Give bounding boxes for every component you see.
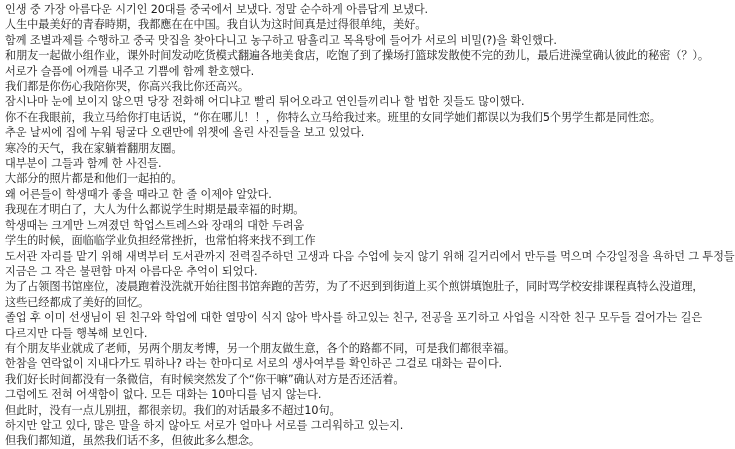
- text-line-chinese: 大部分的照片都是和他们一起拍的。: [5, 172, 183, 186]
- text-line-chinese: 这些已经都成了美好的回忆。: [5, 295, 150, 309]
- text-line-korean: 인생 중 가장 아름다운 시기인 20대를 중국에서 보냈다. 정말 순수하게 아름답게 보냈다.: [5, 3, 429, 16]
- text-line-chinese: 我现在才明白了，大人为什么都说学生时期是最幸福的时期。: [5, 203, 305, 217]
- text-line-chinese: 我们好长时间都没有一条微信，有时候突然发了个“你干嘛”确认对方是否还活着。: [5, 372, 405, 386]
- text-line-chinese: 和朋友一起做小组作业，课外时间发动吃货模式翻遍各地美食店，吃饱了到了操场打篮球发散使不完的劲儿，最后进澡堂确认彼此的秘密（？）。: [5, 49, 710, 63]
- text-line-chinese: 人生中最美好的青春時期，我都應在在中国。我自认为这时间真是过得很单纯，美好。: [5, 18, 427, 32]
- text-line-korean: 잠시나마 눈에 보이지 않으면 당장 전화해 어디냐고 빨리 튀어오라고 연인들끼리나 할 법한 짓들도 많이했다.: [5, 95, 525, 109]
- text-line-chinese: 但此时，没有一点儿别扭，都很亲切。我们的对话最多不超过10句。: [5, 403, 341, 417]
- text-line-korean: 대부분이 그들과 함께 한 사진들.: [5, 157, 162, 171]
- text-line-korean: 도서관 자리를 맡기 위해 새벽부터 도서관까지 전력질주하던 고생과 다음 수업에 늦지 않기 위해 길거리에서 만두를 먹으며 수강일정을 욕하던 그 투정들: [5, 249, 735, 263]
- text-line-korean: 하지만 알고 있다, 많은 말을 하지 않아도 서로가 얼마나 서로를 그리워하고 있는지.: [5, 418, 404, 432]
- text-line-chinese: 我们都是你伤心我陪你哭，你高兴我比你还高兴。: [5, 80, 249, 94]
- text-line-korean: 다르지만 다들 행복해 보인다.: [5, 326, 148, 340]
- text-line-korean: 학생때는 크게만 느껴졌던 학업스트레스와 장래의 대한 두려움: [5, 218, 305, 232]
- text-line-korean: 추운 날씨에 집에 누워 뒹굴다 오랜만에 위챗에 올린 사진들을 보고 있었다.: [5, 126, 365, 140]
- text-line-korean: 졸업 후 이미 선생님이 된 친구와 학업에 대한 열망이 식지 않아 박사를 하고있는 친구, 전공을 포기하고 사업을 시작한 친구 모두들 걸어가는 길은: [5, 311, 703, 325]
- text-line-korean: 지금은 그 작은 불편함 마저 아름다운 추억이 되었다.: [5, 264, 258, 278]
- text-line-korean: 서로가 슬픔에 어깨를 내주고 기쁨에 함께 환호했다.: [5, 64, 255, 78]
- text-line-chinese: 有个朋友毕业就成了老师，另两个朋友考博，另一个朋友做生意，各个的路都不同，可是我们都很幸福。: [5, 341, 516, 355]
- text-line-chinese: 学生的时候，面临临学业负担经常挫折，也常怕将来找不到工作: [5, 234, 316, 248]
- text-line-chinese: 寒冷的天气，我在家躺着翻朋友圈。: [5, 141, 183, 155]
- text-line-korean: 한참을 연락없이 지내다가도 뭐하나? 라는 한마디로 서로의 생사여부를 확인하곤 그걸로 대화는 끝이다.: [5, 357, 503, 371]
- text-line-chinese: 但我们都知道，虽然我们话不多，但彼此多么想念。: [5, 434, 261, 448]
- text-line-korean: 함께 조별과제를 수행하고 중국 맛집을 찾아다니고 농구하고 땀흘리고 목욕탕에 들어가 서로의 비밀(?)을 확인했다.: [5, 33, 557, 47]
- text-line-chinese: 为了占领图书馆座位，凌晨跑着没洗就开始往图书馆奔跑的苦劳，为了不迟到到街道上买个煎饼填饱肚子，同时骂学校安排课程真特么没道理，: [5, 280, 704, 294]
- text-line-korean: 그럼에도 전혀 어색함이 없다. 모든 대화는 10마디를 넘지 않는다.: [5, 388, 322, 402]
- text-line-chinese: 你不在我眼前，我立马给你打电话说，“你在哪儿！！，你特么立马给我过来。班里的女同学她们都误以为我们5个男学生都是同性恋。: [5, 110, 661, 124]
- text-line-korean: 왜 어른들이 학생때가 좋을 때라고 한 줄 이제야 알았다.: [5, 187, 272, 201]
